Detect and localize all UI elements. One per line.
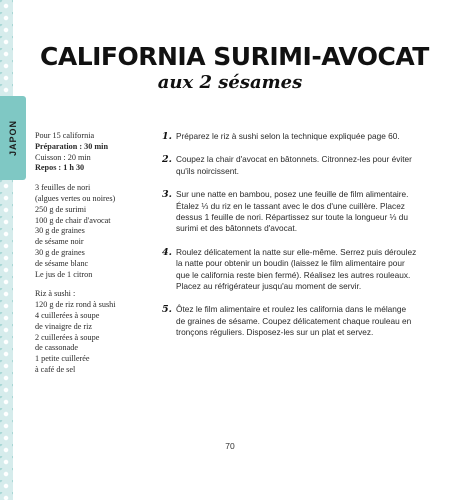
rice-heading: Riz à sushi : [35, 289, 76, 299]
step-2 [162, 154, 417, 177]
ingredient-item: 250 g de surimi [35, 204, 87, 214]
step-1 [162, 131, 417, 142]
step-text: Roulez délicatement la natte sur elle-même. Serrez puis déroulez la natte pour obtenir un boudin (laissez le film alimentaire pour que le california reste bien fermé). Réalisez les autres rouleaux. Placez au réfrigérateur jusqu'au moment de servir. [176, 246, 417, 292]
step-5 [162, 304, 417, 338]
rest-time: Repos : 1 h 30 [35, 163, 85, 173]
cook-time: Cuisson : 20 min [35, 152, 91, 162]
ingredient-item: à café de sel [35, 364, 76, 374]
ingredient-item: (algues vertes ou noires) [35, 193, 116, 203]
ingredient-item: 1 petite cuillerée [35, 354, 90, 364]
ingredient-item: de vinaigre de riz [35, 321, 93, 331]
recipe-subtitle: aux 2 sésames [157, 72, 303, 93]
step-text: Sur une natte en bambou, posez une feuille de film alimentaire. Étalez ⅓ du riz en le tassant avec le dos d'une cuillère. Placez dessus 1 feuille de nori. Répartissez sur toute la longueur ⅓ du surimi et des bâtonnets d'avocat. [176, 189, 409, 234]
steps-column [162, 131, 417, 351]
step-3 [162, 189, 417, 235]
step-4 [162, 247, 417, 293]
ingredient-item: 120 g de riz rond à sushi [35, 300, 116, 310]
ingredient-item: 30 g de graines [35, 247, 85, 257]
step-text: Préparez le riz à sushi selon la technique expliquée page 60. [176, 131, 400, 141]
step-number: 4. [162, 246, 172, 258]
page-number: 70 [225, 441, 235, 451]
ingredient-item: 30 g de graines [35, 226, 85, 236]
ingredient-item: de sésame blanc [35, 258, 89, 268]
ingredient-item: de sésame noir [35, 237, 84, 247]
ingredient-item: 2 cuillerées à soupe [35, 332, 100, 342]
decorative-pattern-strip [0, 0, 13, 500]
recipe-title: CALIFORNIA SURIMI-AVOCAT [40, 42, 429, 71]
step-number: 3. [162, 189, 172, 201]
ingredient-item: 4 cuillerées à soupe [35, 310, 100, 320]
servings: Pour 15 california [35, 131, 95, 140]
ingredient-item: Le jus de 1 citron [35, 269, 93, 279]
ingredient-item: 100 g de chair d'avocat [35, 215, 111, 225]
ingredient-item: 3 feuilles de nori [35, 183, 91, 193]
step-number: 1. [162, 131, 172, 142]
section-tab [0, 96, 26, 180]
prep-time: Préparation : 30 min [35, 141, 108, 151]
ingredients-column [35, 131, 153, 376]
section-label: JAPON [8, 119, 18, 156]
ingredient-item: de cassonade [35, 343, 78, 353]
step-text: Coupez la chair d'avocat en bâtonnets. Citronnez-les pour éviter qu'ils noircissent. [176, 154, 412, 176]
step-number: 5. [162, 304, 172, 316]
step-text: Ôtez le film alimentaire et roulez les california dans le mélange de graines de sésame. Coupez délicatement chaque rouleau en tronçons réguliers. Disposez-les sur un plat et servez. [176, 304, 412, 338]
step-number: 2. [162, 154, 172, 166]
